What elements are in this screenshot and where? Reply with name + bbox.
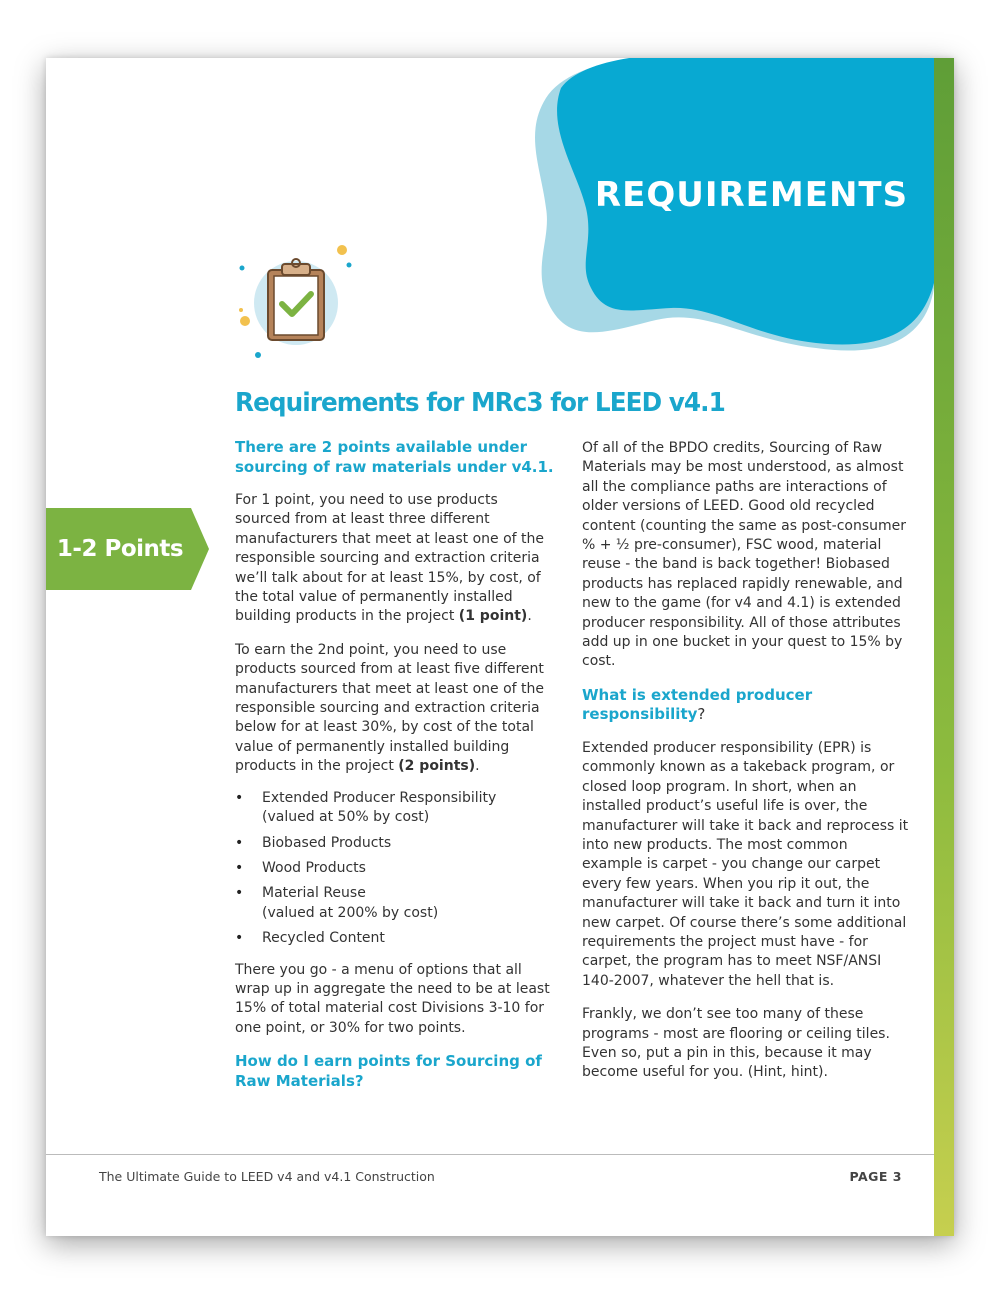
page-number: PAGE 3 (849, 1169, 902, 1184)
left-subheading: There are 2 points available under sourcing of raw materials under v4.1. (235, 438, 554, 476)
list-item: • Extended Producer Responsibility (valued at 50% by cost) (235, 789, 557, 828)
paragraph-two-points: To earn the 2nd point, you need to use products sourced from at least five different manufacturers that meet at least one of the responsible sourcing and extraction criteria below for at least 30%, by cost of the total value of permanently installed building products in the project (2 points). (235, 641, 545, 775)
left-subheading-2: How do I earn points for Sourcing of Raw Materials? (235, 1052, 542, 1090)
green-side-bar (934, 58, 954, 1236)
paragraph-menu: There you go - a menu of options that all wrap up in aggregate the need to be at least 15% of total material cost Divisions 3-10 for one point, or 30% for two points. (235, 961, 550, 1036)
section-title: REQUIREMENTS (594, 175, 909, 215)
list-item: • Material Reuse (valued at 200% by cost) (235, 884, 557, 923)
header-blob (46, 58, 934, 388)
paragraph-one-point: For 1 point, you need to use products sourced from at least three different manufacturers that meet at least one of the responsible sourcing and extraction criteria we’ll talk about for at least 15%, by cost, of the total value of permanently installed building products in the project (1 point). (235, 492, 545, 625)
footer-divider (46, 1154, 934, 1155)
list-item: • Biobased Products (235, 834, 557, 853)
document-page (46, 58, 954, 1236)
list-item: • Recycled Content (235, 929, 557, 948)
paragraph-bpdo: Of all of the BPDO credits, Sourcing of Raw Materials may be most understood, as almost all the compliance paths are interactions of older versions of LEED. Good old recycled content (counting the same as post-consumer % + ½ pre-consumer), FSC wood, material reuse - the band is back together! Biobased products has replaced rapidly renewable, and new to the game (for v4 and 4.1) is extended producer responsibility. All of those attributes add up in one bucket in your quest to 15% by cost. (582, 440, 907, 670)
left-column (235, 438, 557, 1105)
paragraph-frankly: Frankly, we don’t see too many of these programs - most are flooring or ceiling tiles. Even so, put a pin in this, because it may become useful for you. (Hint, hint). (582, 1006, 890, 1081)
list-item: • Wood Products (235, 859, 557, 878)
footer-title: The Ultimate Guide to LEED v4 and v4.1 Construction (99, 1169, 435, 1184)
clipboard-check-icon (231, 238, 361, 368)
right-column (582, 439, 912, 1097)
right-subheading: What is extended producer responsibility? (582, 685, 813, 724)
points-badge: 1-2 Points (56, 536, 184, 562)
criteria-list (235, 789, 557, 949)
paragraph-epr: Extended producer responsibility (EPR) is commonly known as a takeback program, or closed loop program. In short, when an installed product’s useful life is over, the manufacturer will take it back and reprocess it into new products. The most common example is carpet - you change our carpet every few years. When you rip it out, the manufacturer will take it back and turn it into new carpet. Of course there’s some additional requirements the project must have - for carpet, the program has to meet NSF/ANSI 140-2007, whatever the hell that is. (582, 739, 909, 989)
page-heading: Requirements for MRc3 for LEED v4.1 (235, 388, 725, 418)
